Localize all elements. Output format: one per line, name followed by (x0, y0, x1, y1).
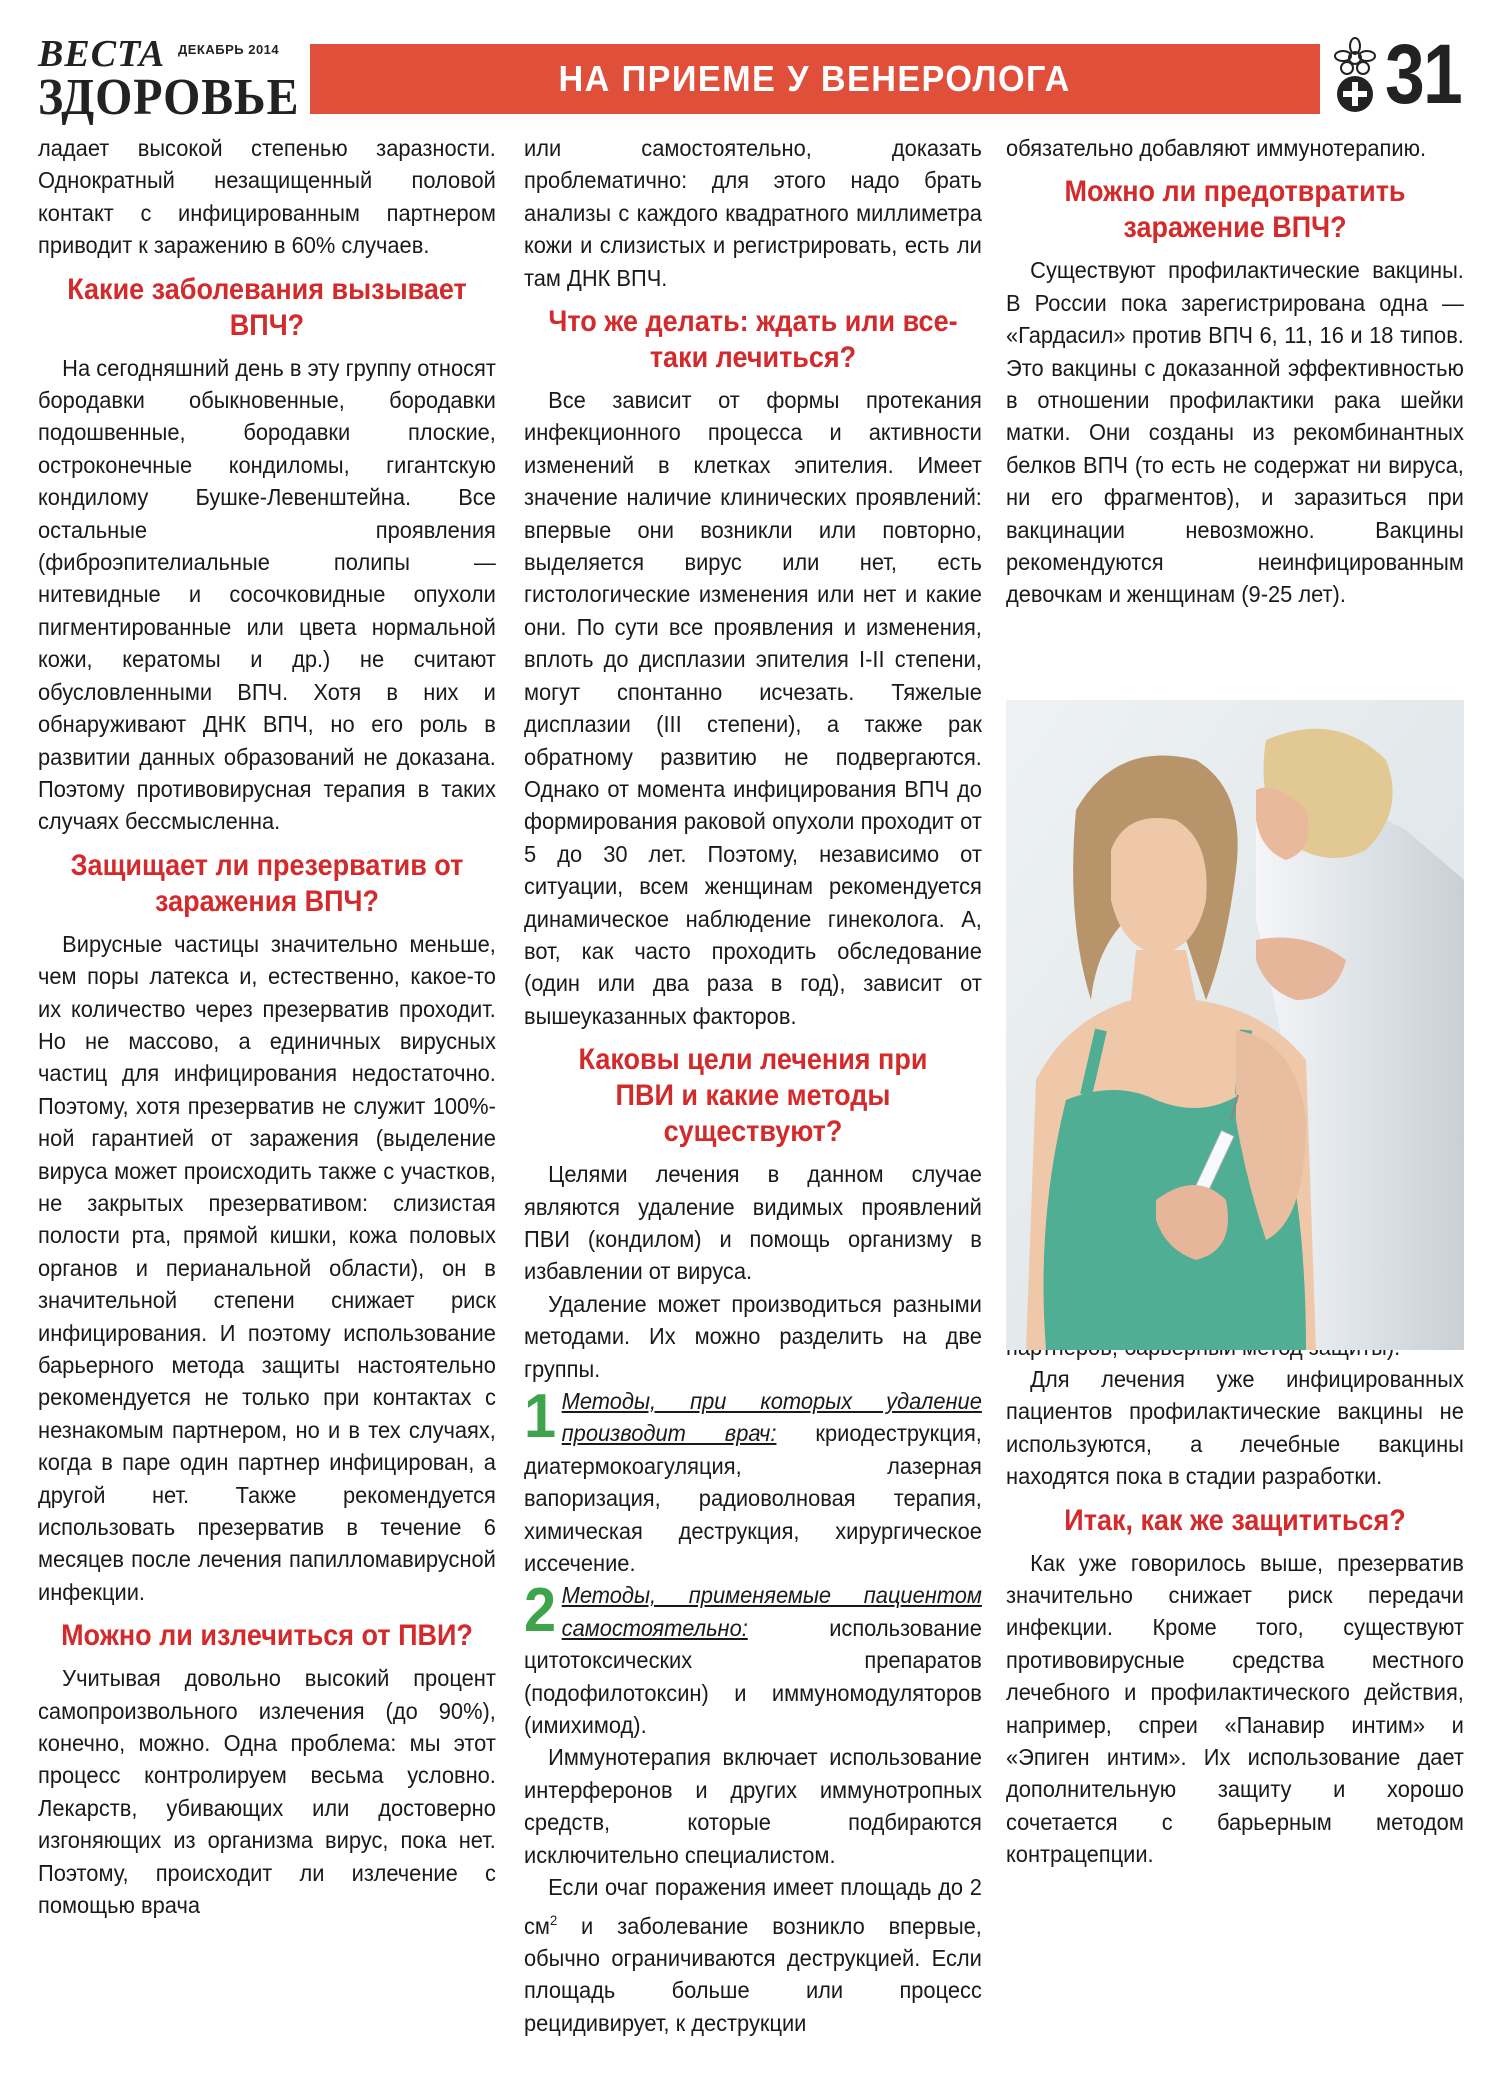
issue-date: ДЕКАБРЬ 2014 (178, 42, 280, 57)
section-heading: Итак, как же защититься? (1064, 1503, 1406, 1537)
superscript: 2 (549, 1911, 558, 1928)
paragraph: Существуют профилактические вакцины. В России пока зарегистрирована одна — «Гардасил» против ВПЧ 6, 11, 16 и 18 типов. Это вакцины с доказанной эффективностью в отношении профилактики рака шейки матки. Они созданы из рекомбинантных белков ВПЧ (то есть не содержат ни вируса, ни его фрагментов), и заразиться при вакцинации невозможно. Вакцины рекомендуются неинфицированным девочкам и женщинам (9-25 лет). (1006, 257, 1464, 608)
section-heading: Что же делать: ждать или все-таки лечиться? (548, 305, 958, 375)
masthead (38, 32, 308, 126)
magazine-title-top: ВЕСТА (38, 33, 166, 75)
list-item-lead: Методы, при которых удаление производит врач: (561, 1388, 982, 1447)
section-heading: Каковы цели лечения при ПВИ и какие методы существуют? (578, 1043, 928, 1149)
paragraph: Все зависит от формы протекания инфекционного процесса и активности изменений в клетках эпителия. Имеет значение наличие клинических проявлений: впервые они возникли или повторно, выделяется вирус или нет, есть гистологические изменения или нет и какие они. По сути все проявления и изменения, вплоть до дисплазии эпителия I-II степени, могут спонтанно исчезать. Тяжелые дисплазии (III степени), а также рак обратному развитию не подвергаются. Однако от момента инфицирования ВПЧ до формирования раковой опухоли проходит от 5 до 30 лет. Поэтому, независимо от ситуации, всем женщинам рекомендуется динамическое наблюдение гинеколога. А, вот, как часто проходить обследование (один или два раза в год), зависит от вышеуказанных факторов. (524, 387, 982, 1029)
column-1 (38, 132, 496, 1922)
section-heading: Защищает ли презерватив от заражения ВПЧ? (70, 848, 464, 918)
paragraph: Иммунотерапия включает использование интерферонов и других иммунотропных средств, которые подбираются исключительно специалистом. (524, 1744, 982, 1868)
column-2 (524, 132, 982, 2039)
paragraph: Для лечения уже инфицированных пациентов профилактические вакцины не используются, а лечебные вакцины находятся пока в стадии разработки. (1006, 1365, 1464, 1490)
paragraph: или самостоятельно, доказать проблематично: для этого надо брать анализы с каждого квадратного миллиметра кожи и слизистых и регистрировать, есть ли там ДНК ВПЧ. (524, 135, 982, 291)
paragraph: Вирусные частицы значительно меньше, чем поры латекса и, естественно, какое-то их количество через презерватив проходит. Но не массово, а единичных вирусных частиц для инфицирования недостаточно. Поэтому, хотя презерватив не служит 100%-ной гарантией от заражения (выделение вируса может происходить также с участков, не закрытых презервативом: слизистая полости рта, прямой кишки, кожа половых органов и перианальной области), он в значительной степени снижает риск инфицирования. И поэтому использование барьерного метода защиты настоятельно рекомендуется не только при контактах с незнакомым партнером, но и в тех случаях, когда в паре один партнер инфицирован, а другой нет. Также рекомендуется использовать презерватив в течение 6 месяцев после лечения папилломавирусной инфекции. (38, 930, 496, 1605)
paragraph-text: Если очаг поражения имеет площадь до 2 см (524, 1874, 982, 1939)
list-item-text: криодеструкция, диатермокоагуляция, лазерная вапоризация, радиоволновая терапия, химическая деструкция, хирургическое иссечение. (524, 1420, 982, 1577)
paragraph: ладает высокой степенью заразности. Однократный незащищенный половой контакт с инфицированным партнером приводит к заражению в 60% случаев. (38, 135, 496, 259)
cross-flower-logo-icon (1330, 36, 1380, 116)
paragraph: Удаление может производиться разными методами. Их можно разделить на две группы. (524, 1290, 982, 1382)
magazine-title-bottom: ЗДОРОВЬЕ (38, 69, 300, 126)
rubric-title: НА ПРИЕМЕ У ВЕНЕРОЛОГА (558, 58, 1072, 99)
list-item (524, 1382, 982, 1579)
section-heading: Какие заболевания вызывает ВПЧ? (67, 272, 467, 342)
list-item (524, 1576, 982, 1741)
paragraph-text: и заболевание возникло впервые, обычно ограничиваются деструкцией. Если площадь больше или процесс рецидивирует, к деструкции (524, 1912, 982, 2036)
vaccination-photo (1006, 700, 1464, 1350)
list-item-lead: Методы, применяемые пациентом самостоятельно: (561, 1582, 982, 1641)
paragraph: Учитывая довольно высокий процент самопроизвольного излечения (до 90%), конечно, можно. Одна проблема: мы этот процесс контролируем весьма условно. Лекарств, убивающих или достоверно изгоняющих из организма вирус, пока нет. Поэтому, происходит ли излечение с помощью врача (38, 1665, 496, 1919)
page-number: 31 (1385, 27, 1462, 121)
paragraph: На сегодняшний день в эту группу относят бородавки обыкновенные, бородавки подошвенные, бородавки плоские, остроконечные кондиломы, гигантскую кондилому Бушке-Левенштейна. Все остальные проявления (фиброэпителиальные полипы — нитевидные и сосочковидные опухоли пигментированные или цвета нормальной кожи, кератомы и др.) не считают обусловленными ВПЧ. Хотя в них и обнаруживают ДНК ВПЧ, но его роль в развитии данных образований не доказана. Поэтому противовирусная терапия в таких случаях бессмысленна. (38, 354, 496, 835)
paragraph (524, 1871, 982, 2039)
section-heading: Можно ли предотвратить заражение ВПЧ? (1064, 175, 1406, 245)
rubric-banner (310, 44, 1320, 114)
section-heading: Можно ли излечиться от ПВИ? (61, 1619, 473, 1653)
paragraph: обязательно добавляют иммунотерапию. (1006, 135, 1427, 161)
paragraph: Целями лечения в данном случае являются удаление видимых проявлений ПВИ (кондилом) и помощь организму в избавлении от вируса. (524, 1161, 982, 1285)
paragraph: Как уже говорилось выше, презерватив значительно снижает риск передачи инфекции. Кроме того, существуют противовирусные средства местного лечебного и профилактического действия, например, спреи «Панавир интим» и «Эпиген интим». Их использование дает дополнительную защиту и хорошо сочетается с барьерным методом контрацепции. (1006, 1549, 1464, 1868)
list-number: 2 (524, 1576, 557, 1646)
list-item-text: использование цитотоксических препаратов (подофилотоксин) и иммуномодуляторов (имихимод). (524, 1614, 982, 1739)
list-number: 1 (524, 1382, 557, 1451)
